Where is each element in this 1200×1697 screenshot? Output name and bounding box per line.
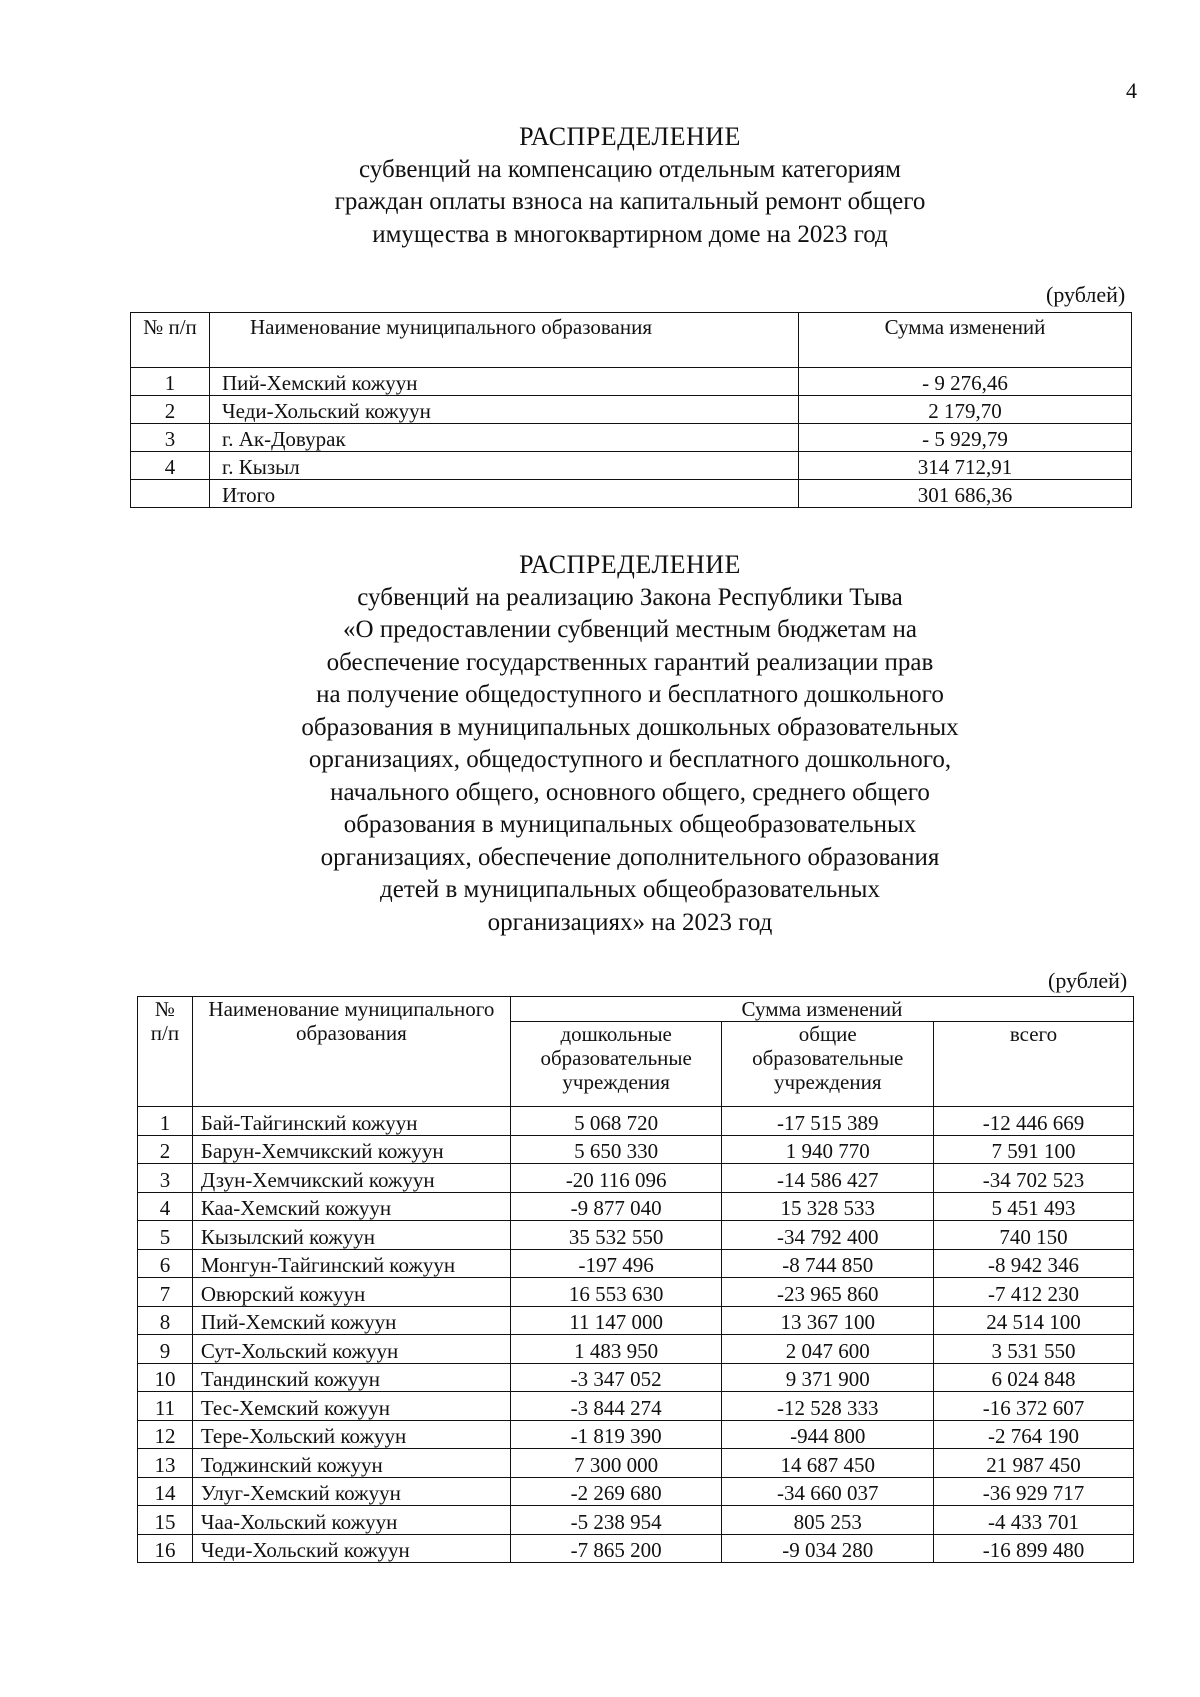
header-num: № п/п: [138, 997, 193, 1107]
row-total: 5 451 493: [934, 1192, 1134, 1221]
row-preschool: -197 496: [510, 1249, 722, 1278]
row-total: -12 446 669: [934, 1107, 1134, 1136]
row-total: -4 433 701: [934, 1506, 1134, 1535]
row-name: Пий-Хемский кожуун: [210, 368, 799, 396]
row-name: Итого: [210, 480, 799, 508]
header-sum: Сумма изменений: [799, 313, 1132, 368]
section2-subtitle-line: организациях, обеспечение дополнительного образования: [320, 843, 940, 871]
row-name: Тес-Хемский кожуун: [192, 1392, 510, 1421]
row-total: -16 372 607: [934, 1392, 1134, 1421]
section2-subtitle-line: «О предоставлении субвенций местным бюджетам на: [343, 616, 917, 644]
row-num: 7: [138, 1278, 193, 1307]
row-preschool: 11 147 000: [510, 1306, 722, 1335]
table-row: [138, 1135, 1134, 1164]
table-header-row: [131, 313, 1132, 368]
header-name: Наименование муниципального образования: [210, 313, 799, 368]
row-num: 11: [138, 1392, 193, 1421]
table-row: [138, 1249, 1134, 1278]
section1-subtitle-line: субвенций на компенсацию отдельным категориям: [359, 155, 901, 183]
row-general: 805 253: [722, 1506, 934, 1535]
row-name: Чеди-Хольский кожуун: [210, 396, 799, 424]
row-num: 6: [138, 1249, 193, 1278]
table-row: [131, 452, 1132, 480]
section2-title: РАСПРЕДЕЛЕНИЕ: [519, 550, 741, 579]
row-num: [131, 480, 210, 508]
table-row: [131, 368, 1132, 396]
section2-subtitle-line: детей в муниципальных общеобразовательных: [380, 876, 880, 904]
table-row: [131, 396, 1132, 424]
row-name: Овюрский кожуун: [192, 1278, 510, 1307]
table-row: [138, 1164, 1134, 1193]
row-name: Сут-Хольский кожуун: [192, 1335, 510, 1364]
row-preschool: 5 650 330: [510, 1135, 722, 1164]
row-name: Чаа-Хольский кожуун: [192, 1506, 510, 1535]
table-row: [138, 1278, 1134, 1307]
row-num: 10: [138, 1363, 193, 1392]
table-row: [138, 1192, 1134, 1221]
row-name: Пий-Хемский кожуун: [192, 1306, 510, 1335]
row-sum: 2 179,70: [799, 396, 1132, 424]
row-total: -8 942 346: [934, 1249, 1134, 1278]
section2-subtitle-line: на получение общедоступного и бесплатного дошкольного: [316, 681, 944, 709]
row-sum: - 9 276,46: [799, 368, 1132, 396]
row-name: г. Кызыл: [210, 452, 799, 480]
table-row: [138, 1107, 1134, 1136]
header-sum-group: Сумма изменений: [510, 997, 1133, 1022]
row-name: Барун-Хемчикский кожуун: [192, 1135, 510, 1164]
row-total: 3 531 550: [934, 1335, 1134, 1364]
row-general: 14 687 450: [722, 1449, 934, 1478]
row-total: 6 024 848: [934, 1363, 1134, 1392]
row-preschool: 5 068 720: [510, 1107, 722, 1136]
row-preschool: -3 844 274: [510, 1392, 722, 1421]
row-total: 24 514 100: [934, 1306, 1134, 1335]
section1-subtitle-line: имущества в многоквартирном доме на 2023 год: [372, 220, 888, 248]
row-general: 9 371 900: [722, 1363, 934, 1392]
row-num: 2: [138, 1135, 193, 1164]
row-preschool: 16 553 630: [510, 1278, 722, 1307]
row-total: -7 412 230: [934, 1278, 1134, 1307]
section2-subtitle-line: образования в муниципальных общеобразовательных: [343, 811, 917, 839]
section1-subtitle-line: граждан оплаты взноса на капитальный ремонт общего: [334, 188, 926, 216]
row-name: Тандинский кожуун: [192, 1363, 510, 1392]
row-general: -23 965 860: [722, 1278, 934, 1307]
row-general: -9 034 280: [722, 1534, 934, 1563]
row-name: Бай-Тайгинский кожуун: [192, 1107, 510, 1136]
section2-heading: [120, 548, 1140, 939]
row-preschool: -7 865 200: [510, 1534, 722, 1563]
section1-table: [130, 312, 1132, 508]
row-num: 2: [131, 396, 210, 424]
row-num: 1: [138, 1107, 193, 1136]
row-preschool: -9 877 040: [510, 1192, 722, 1221]
row-name: Монгун-Тайгинский кожуун: [192, 1249, 510, 1278]
header-total: всего: [934, 1022, 1134, 1107]
header-num: № п/п: [131, 313, 210, 368]
row-preschool: 7 300 000: [510, 1449, 722, 1478]
row-name: Дзун-Хемчикский кожуун: [192, 1164, 510, 1193]
row-preschool: -5 238 954: [510, 1506, 722, 1535]
row-num: 8: [138, 1306, 193, 1335]
table-row: [138, 1335, 1134, 1364]
row-sum: - 5 929,79: [799, 424, 1132, 452]
row-num: 16: [138, 1534, 193, 1563]
row-name: Тере-Хольский кожуун: [192, 1420, 510, 1449]
row-total: -34 702 523: [934, 1164, 1134, 1193]
row-sum: 314 712,91: [799, 452, 1132, 480]
header-general: общие образовательные учреждения: [722, 1022, 934, 1107]
row-name: Улуг-Хемский кожуун: [192, 1477, 510, 1506]
row-total: -2 764 190: [934, 1420, 1134, 1449]
row-general: 13 367 100: [722, 1306, 934, 1335]
section2-units: (рублей): [1048, 968, 1128, 993]
row-total: 7 591 100: [934, 1135, 1134, 1164]
table-total-row: [131, 480, 1132, 508]
row-general: 15 328 533: [722, 1192, 934, 1221]
table-row: [138, 1392, 1134, 1421]
section2-subtitle-line: обеспечение государственных гарантий реализации прав: [326, 648, 934, 676]
table-row: [138, 1363, 1134, 1392]
table-row: [138, 1506, 1134, 1535]
table-row: [138, 1221, 1134, 1250]
table-row: [138, 1420, 1134, 1449]
row-general: -34 660 037: [722, 1477, 934, 1506]
table-row: [138, 1449, 1134, 1478]
section2-table: [137, 996, 1134, 1563]
row-name: Тоджинский кожуун: [192, 1449, 510, 1478]
table-row: [138, 1534, 1134, 1563]
row-preschool: 1 483 950: [510, 1335, 722, 1364]
section2-table-body: [138, 1107, 1134, 1563]
row-num: 13: [138, 1449, 193, 1478]
row-total: 740 150: [934, 1221, 1134, 1250]
section2-subtitle-line: начального общего, основного общего, среднего общего: [330, 778, 930, 806]
row-general: -944 800: [722, 1420, 934, 1449]
section1-heading: [120, 120, 1140, 251]
row-preschool: -3 347 052: [510, 1363, 722, 1392]
row-num: 15: [138, 1506, 193, 1535]
row-general: -8 744 850: [722, 1249, 934, 1278]
header-preschool: дошкольные образовательные учреждения: [510, 1022, 722, 1107]
table-row: [138, 1306, 1134, 1335]
table-row: [131, 424, 1132, 452]
row-general: -17 515 389: [722, 1107, 934, 1136]
row-general: -14 586 427: [722, 1164, 934, 1193]
row-name: Каа-Хемский кожуун: [192, 1192, 510, 1221]
section2-subtitle-line: субвенций на реализацию Закона Республики Тыва: [357, 583, 903, 611]
row-general: -12 528 333: [722, 1392, 934, 1421]
row-preschool: 35 532 550: [510, 1221, 722, 1250]
row-num: 3: [131, 424, 210, 452]
section2-subtitle-line: организациях» на 2023 год: [487, 908, 773, 936]
row-name: Чеди-Хольский кожуун: [192, 1534, 510, 1563]
row-total: 21 987 450: [934, 1449, 1134, 1478]
row-sum: 301 686,36: [799, 480, 1132, 508]
table-row: [138, 1477, 1134, 1506]
section1-units: (рублей): [1046, 282, 1126, 307]
row-total: -36 929 717: [934, 1477, 1134, 1506]
section1-title: РАСПРЕДЕЛЕНИЕ: [519, 122, 741, 151]
row-total: -16 899 480: [934, 1534, 1134, 1563]
row-num: 3: [138, 1164, 193, 1193]
row-num: 1: [131, 368, 210, 396]
row-general: 1 940 770: [722, 1135, 934, 1164]
page-number: 4: [1126, 78, 1137, 103]
row-preschool: -2 269 680: [510, 1477, 722, 1506]
row-num: 5: [138, 1221, 193, 1250]
row-general: 2 047 600: [722, 1335, 934, 1364]
row-general: -34 792 400: [722, 1221, 934, 1250]
row-num: 14: [138, 1477, 193, 1506]
row-preschool: -1 819 390: [510, 1420, 722, 1449]
row-num: 4: [138, 1192, 193, 1221]
header-name: Наименование муниципального образования: [192, 997, 510, 1107]
row-num: 12: [138, 1420, 193, 1449]
row-name: г. Ак-Довурак: [210, 424, 799, 452]
table-header-row: [138, 997, 1134, 1022]
section2-subtitle-line: организациях, общедоступного и бесплатного дошкольного,: [308, 746, 952, 774]
row-name: Кызылский кожуун: [192, 1221, 510, 1250]
section2-subtitle-line: образования в муниципальных дошкольных образовательных: [301, 713, 959, 741]
row-preschool: -20 116 096: [510, 1164, 722, 1193]
row-num: 4: [131, 452, 210, 480]
row-num: 9: [138, 1335, 193, 1364]
